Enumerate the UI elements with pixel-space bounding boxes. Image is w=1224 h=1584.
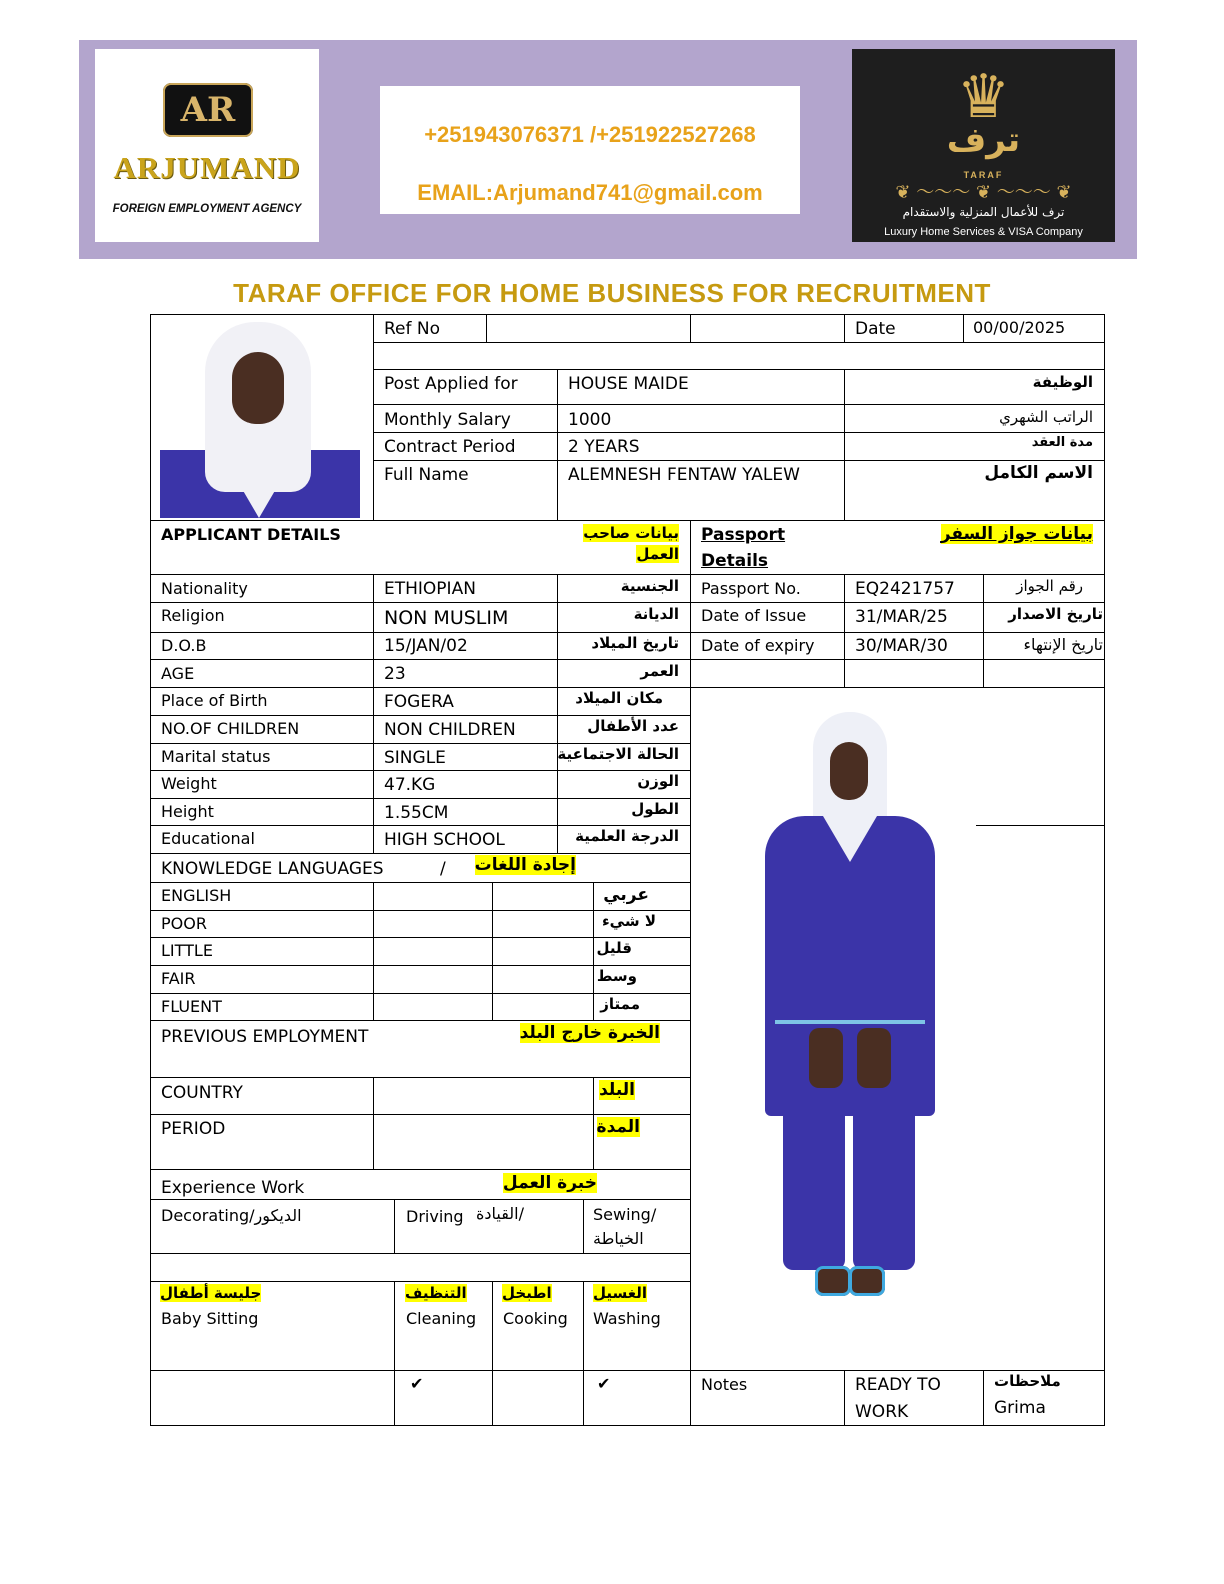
sewing-label-line2: الخياطة — [593, 1229, 644, 1248]
cooking-label: Cooking — [503, 1309, 568, 1328]
country-label: COUNTRY — [161, 1083, 243, 1103]
period-ar-text: المدة — [596, 1117, 640, 1137]
notes-extra: Grima — [994, 1398, 1046, 1418]
children-value: NON CHILDREN — [384, 720, 516, 740]
decorating-label: Decorating/الديكور — [161, 1206, 302, 1225]
notes-value-line1: READY TO — [855, 1375, 941, 1395]
cooking-ar — [502, 1284, 552, 1302]
full-name-ar: الاسم الكامل — [984, 463, 1093, 483]
notes-value-line2: WORK — [855, 1402, 909, 1422]
passport-heading-line2: Details — [701, 551, 769, 571]
post-applied-value: HOUSE MAIDE — [568, 374, 689, 394]
babysitting-ar — [160, 1284, 261, 1302]
dob-ar: تاريخ الميلاد — [591, 634, 679, 652]
level-fair-label: FAIR — [161, 969, 196, 988]
weight-value: 47.KG — [384, 775, 436, 795]
agency-name: ARJUMAND — [113, 150, 301, 185]
contact-box — [380, 86, 800, 214]
taraf-tagline-english: Luxury Home Services & VISA Company — [884, 226, 1083, 238]
previous-employment-ar-text: الخبرة خارج البلد — [519, 1023, 660, 1043]
issue-date-ar: تاريخ الاصدار — [1008, 605, 1103, 623]
applicant-details-ar-text: بيانات صاحب العمل — [583, 524, 679, 563]
applicant-details-ar — [579, 523, 679, 565]
applicant-full-body-photo — [745, 706, 945, 1306]
passport-heading-ar-text: بيانات جواز السفر — [940, 524, 1093, 544]
passport-heading-line1: Passport — [701, 525, 786, 545]
nationality-value: ETHIOPIAN — [384, 579, 476, 599]
level-little-ar: قليل — [596, 939, 632, 957]
washing-ar-text: الغسيل — [593, 1284, 648, 1302]
education-label: Educational — [161, 829, 255, 848]
height-ar: الطول — [631, 800, 679, 818]
office-title: TARAF OFFICE FOR HOME BUSINESS FOR RECRUITMENT — [233, 278, 991, 308]
expiry-date-ar: تاريخ الإنتهاء — [1023, 635, 1103, 654]
passport-no-value: EQ2421757 — [855, 579, 955, 599]
religion-ar: الديانة — [633, 605, 679, 623]
monthly-salary-label: Monthly Salary — [384, 410, 511, 430]
place-of-birth-value: FOGERA — [384, 692, 454, 712]
notes-label: Notes — [701, 1375, 748, 1394]
height-label: Height — [161, 802, 214, 821]
weight-ar: الوزن — [637, 772, 679, 790]
dob-label: D.O.B — [161, 636, 207, 655]
education-value: HIGH SCHOOL — [384, 830, 505, 850]
languages-separator: / — [440, 859, 446, 879]
previous-employment-ar — [520, 1023, 660, 1043]
flourish-ornament: ❦ ～～～ ❦ ～～～ ❦ — [895, 182, 1072, 203]
contract-period-value: 2 YEARS — [568, 437, 640, 457]
date-label: Date — [855, 319, 896, 339]
ar-logo-mark — [163, 83, 253, 137]
babysitting-label: Baby Sitting — [161, 1309, 259, 1328]
crown-icon: ♛ — [956, 62, 1011, 132]
contract-period-label: Contract Period — [384, 437, 516, 457]
expiry-date-value: 30/MAR/30 — [855, 636, 948, 656]
taraf-tagline-arabic: ترف للأعمال المنزلية والاستقدام — [902, 205, 1065, 219]
period-ar — [597, 1117, 640, 1137]
washing-check-icon: ✔ — [597, 1374, 611, 1393]
country-ar-text: البلد — [599, 1080, 635, 1100]
marital-status-value: SINGLE — [384, 748, 446, 768]
taraf-logo-arabic: ترف — [946, 120, 1021, 160]
issue-date-label: Date of Issue — [701, 606, 807, 625]
education-ar: الدرجة العلمية — [575, 827, 679, 845]
passport-no-label: Passport No. — [701, 579, 801, 598]
cleaning-check-icon: ✔ — [410, 1374, 424, 1393]
level-poor-ar: لا شيء — [602, 912, 656, 930]
level-little-label: LITTLE — [161, 941, 213, 960]
age-label: AGE — [161, 664, 195, 683]
driving-ar: /القيادة — [475, 1204, 524, 1223]
marital-status-ar: الحالة الاجتماعية — [557, 745, 679, 763]
experience-heading-ar — [503, 1173, 597, 1193]
arabic-label: عربي — [603, 885, 649, 905]
religion-label: Religion — [161, 606, 225, 625]
ar-logo-text: AR — [180, 90, 236, 130]
notes-ar: ملاحظات — [994, 1372, 1061, 1390]
passport-heading-ar — [941, 524, 1093, 544]
passport-no-ar: رقم الجواز — [1016, 577, 1083, 595]
sewing-label-line1: Sewing/ — [593, 1205, 657, 1224]
full-name-label: Full Name — [384, 465, 469, 485]
date-value: 00/00/2025 — [973, 318, 1066, 337]
level-fair-ar: وسط — [596, 967, 637, 985]
languages-heading-ar — [475, 855, 576, 875]
full-name-value: ALEMNESH FENTAW YALEW — [568, 465, 800, 485]
email: EMAIL:Arjumand741@gmail.com — [417, 180, 763, 205]
level-fluent-label: FLUENT — [161, 997, 222, 1016]
issue-date-value: 31/MAR/25 — [855, 607, 948, 627]
children-ar: عدد الأطفال — [587, 717, 679, 735]
washing-ar — [593, 1284, 647, 1302]
experience-heading-ar-text: خبرة العمل — [502, 1173, 597, 1193]
age-value: 23 — [384, 664, 406, 684]
previous-employment-heading: PREVIOUS EMPLOYMENT — [161, 1027, 369, 1047]
contract-period-ar: مدة العقد — [1031, 435, 1093, 450]
post-applied-label: Post Applied for — [384, 374, 518, 394]
languages-heading: KNOWLEDGE LANGUAGES — [161, 859, 384, 879]
expiry-date-label: Date of expiry — [701, 636, 815, 655]
cooking-ar-text: اطبخل — [502, 1284, 552, 1302]
applicant-headshot — [160, 322, 360, 518]
post-applied-ar: الوظيفة — [1032, 373, 1093, 391]
dob-value: 15/JAN/02 — [384, 636, 468, 656]
monthly-salary-value: 1000 — [568, 410, 612, 430]
nationality-ar: الجنسية — [620, 577, 679, 595]
place-of-birth-ar: مكان الميلاد — [575, 689, 663, 707]
nationality-label: Nationality — [161, 579, 248, 598]
experience-heading: Experience Work — [161, 1178, 305, 1198]
age-ar: العمر — [640, 662, 679, 680]
ref-no-label: Ref No — [384, 319, 441, 339]
level-poor-label: POOR — [161, 914, 207, 933]
cleaning-label: Cleaning — [406, 1309, 477, 1328]
height-value: 1.55CM — [384, 803, 449, 823]
phone-numbers: +251943076371 /+251922527268 — [424, 122, 756, 147]
period-label: PERIOD — [161, 1119, 226, 1139]
monthly-salary-ar: الراتب الشهري — [999, 408, 1093, 426]
cleaning-ar — [405, 1284, 467, 1302]
marital-status-label: Marital status — [161, 747, 271, 766]
children-label: NO.OF CHILDREN — [161, 719, 300, 738]
cleaning-ar-text: التنظيف — [405, 1284, 467, 1302]
taraf-logo-word: TARAF — [963, 170, 1004, 180]
languages-heading-ar-text: إجادة اللغات — [474, 855, 576, 875]
place-of-birth-label: Place of Birth — [161, 691, 268, 710]
washing-label: Washing — [593, 1309, 661, 1328]
level-fluent-ar: ممتاز — [600, 995, 640, 1013]
babysitting-ar-text: جليسة أطفال — [160, 1284, 262, 1302]
driving-label: Driving — [406, 1207, 464, 1226]
agency-subtitle: FOREIGN EMPLOYMENT AGENCY — [112, 203, 302, 215]
applicant-details-heading: APPLICANT DETAILS — [161, 525, 341, 544]
weight-label: Weight — [161, 774, 217, 793]
religion-value: NON MUSLIM — [384, 607, 509, 629]
english-label: ENGLISH — [161, 886, 232, 905]
country-ar — [599, 1080, 635, 1100]
